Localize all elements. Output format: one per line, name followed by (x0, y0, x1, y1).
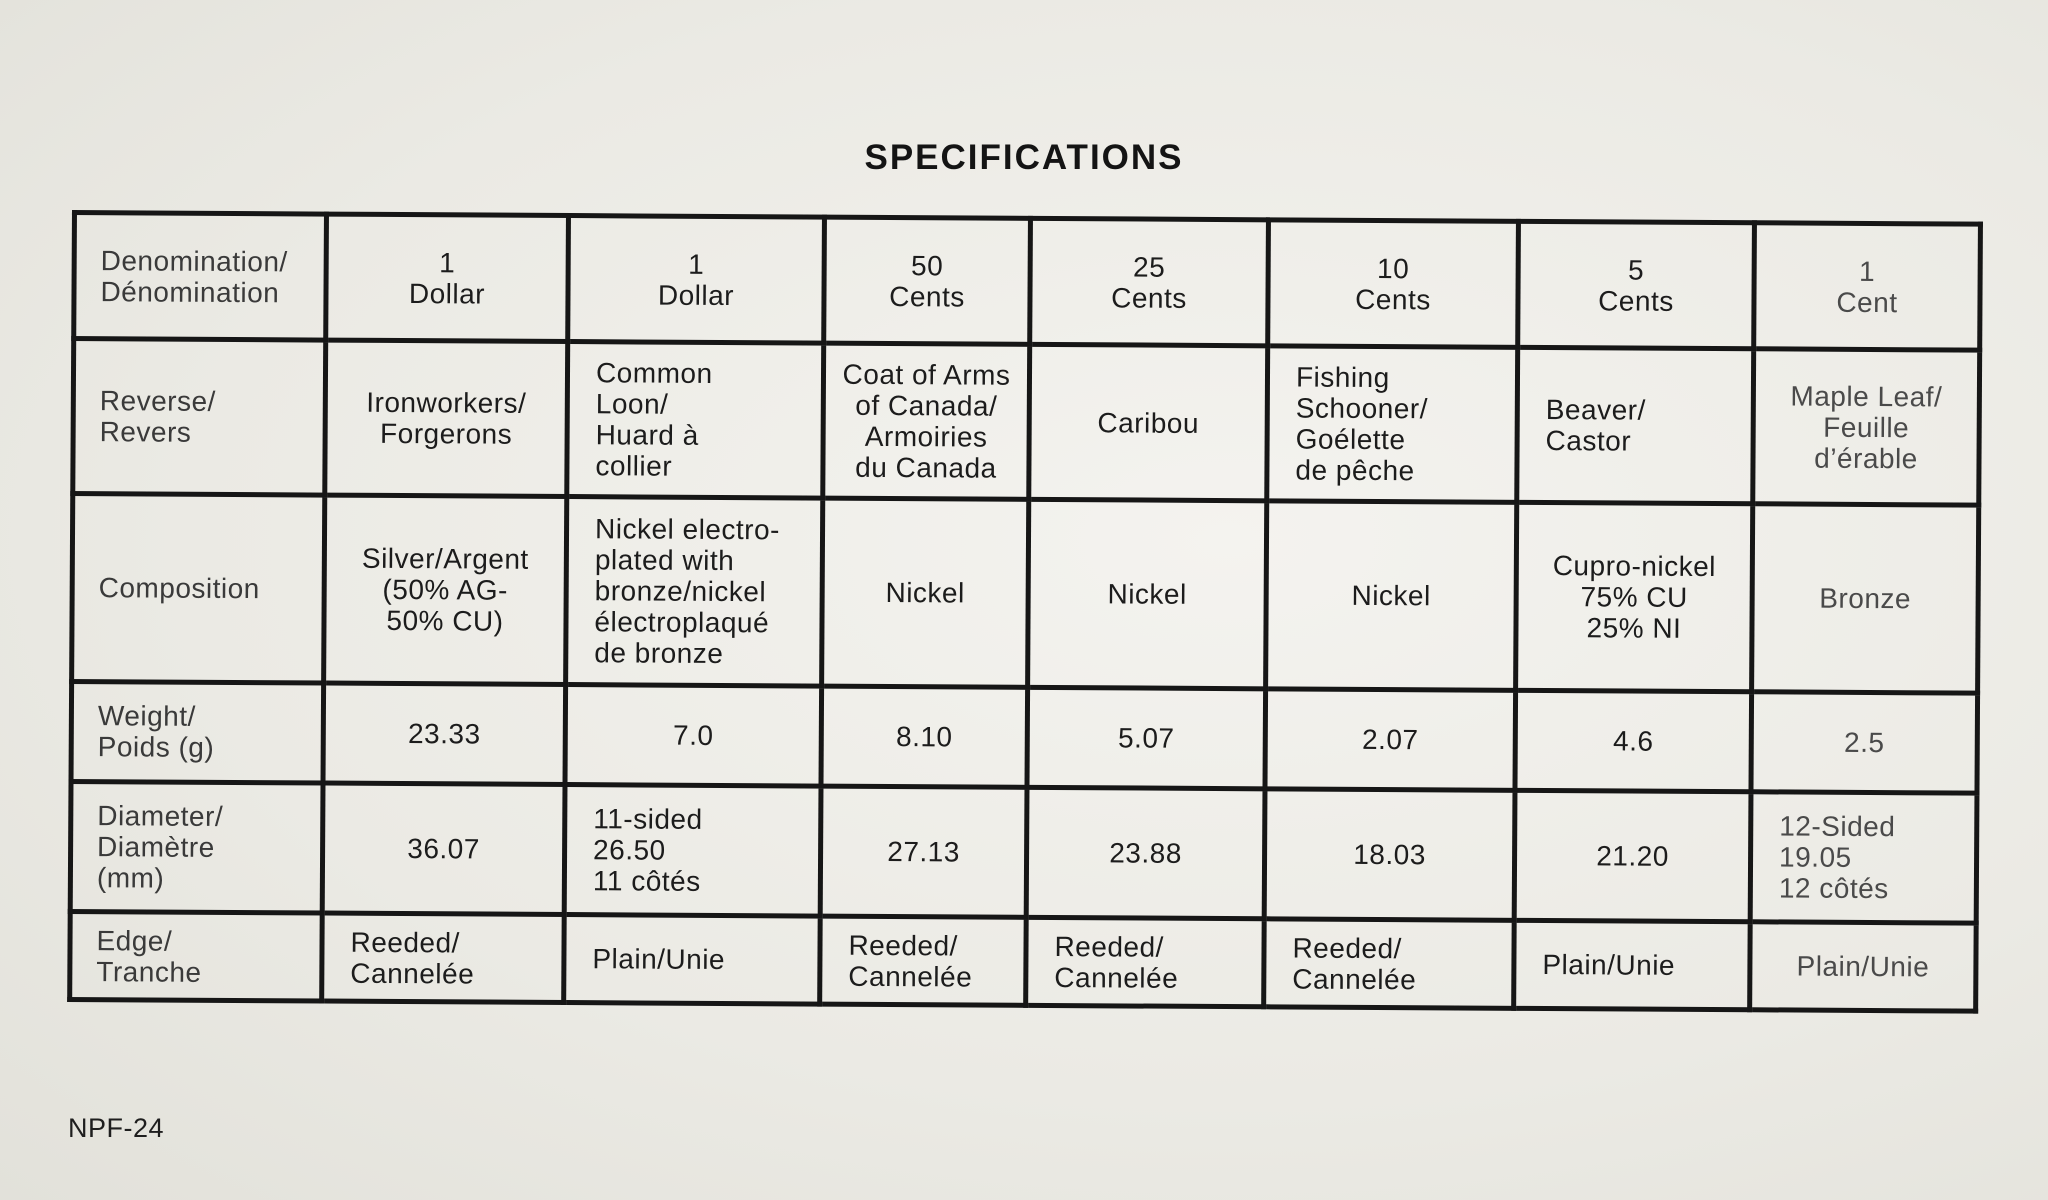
row-label-denomination: Denomination/ Dénomination (74, 213, 327, 341)
table-row-weight (71, 681, 1978, 793)
table-cell: Plain/Unie (1750, 922, 1977, 1011)
table-cell: Reeded/ Cannelée (322, 913, 565, 1002)
table-cell: 5 Cents (1518, 221, 1755, 349)
table-cell: Reeded/ Cannelée (1264, 919, 1515, 1008)
table-cell: 5.07 (1027, 687, 1266, 788)
row-label-diameter: Diameter/ Diamètre (mm) (70, 781, 323, 913)
table-cell: Plain/Unie (1514, 921, 1751, 1010)
table-cell: 2.07 (1265, 689, 1516, 790)
page-title: SPECIFICATIONS (864, 138, 1184, 177)
table-cell: Silver/Argent (50% AG- 50% CU) (324, 495, 567, 684)
table-cell: Plain/Unie (564, 915, 821, 1004)
table-cell: Common Loon/ Huard à collier (567, 342, 824, 499)
table-cell: 23.88 (1026, 787, 1265, 919)
table-cell: Beaver/ Castor (1517, 348, 1754, 504)
table-cell: Maple Leaf/ Feuille d’érable (1753, 349, 1980, 505)
table-row-denomination (74, 213, 1981, 351)
table-cell: 18.03 (1264, 789, 1515, 921)
table-cell: 2.5 (1751, 692, 1978, 793)
table-cell: 50 Cents (824, 217, 1031, 345)
table-cell: Reeded/ Cannelée (820, 916, 1027, 1005)
row-label-reverse: Reverse/ Revers (73, 339, 326, 495)
row-label-edge: Edge/ Tranche (70, 912, 323, 1001)
row-label-composition: Composition (72, 494, 325, 683)
table-cell: 12-Sided 19.05 12 côtés (1750, 792, 1977, 924)
table-cell: Fishing Schooner/ Goélette de pêche (1267, 346, 1518, 502)
table-row-edge (70, 912, 1977, 1011)
table-cell: 1 Dollar (326, 214, 569, 342)
table-cell: Nickel (1266, 501, 1517, 690)
table-cell: 1 Dollar (568, 216, 825, 344)
table-cell: Caribou (1029, 345, 1268, 501)
table-cell: 23.33 (323, 683, 566, 784)
table-cell: Ironworkers/ Forgerons (325, 340, 568, 496)
specifications-table (67, 210, 1983, 1014)
table-cell: Bronze (1752, 504, 1979, 693)
table-cell: 27.13 (820, 786, 1027, 918)
table-cell: 21.20 (1514, 790, 1751, 922)
row-label-weight: Weight/ Poids (g) (71, 681, 324, 782)
table-cell: 10 Cents (1268, 220, 1519, 348)
table-cell: Nickel (822, 498, 1029, 687)
table-cell: 7.0 (565, 684, 822, 785)
table-row-composition (72, 494, 1979, 693)
table-row-diameter (70, 781, 1977, 923)
table-cell: 4.6 (1515, 690, 1752, 791)
table-cell: Nickel (1028, 500, 1267, 689)
table-cell: 25 Cents (1030, 218, 1269, 346)
table-cell: 1 Cent (1754, 223, 1981, 351)
table-cell: Reeded/ Cannelée (1026, 918, 1265, 1007)
table-cell: Nickel electro- plated with bronze/nickel électroplaqué de bronze (566, 497, 823, 686)
table-cell: Cupro-nickel 75% CU 25% NI (1516, 503, 1753, 692)
table-cell: 8.10 (821, 686, 1028, 787)
table-row-reverse (73, 339, 1980, 506)
table-cell: 11-sided 26.50 11 côtés (564, 784, 821, 916)
table-cell: Coat of Arms of Canada/ Armoiries du Canada (823, 344, 1030, 500)
document-code: NPF-24 (68, 1113, 165, 1143)
table-cell: 36.07 (322, 783, 565, 915)
